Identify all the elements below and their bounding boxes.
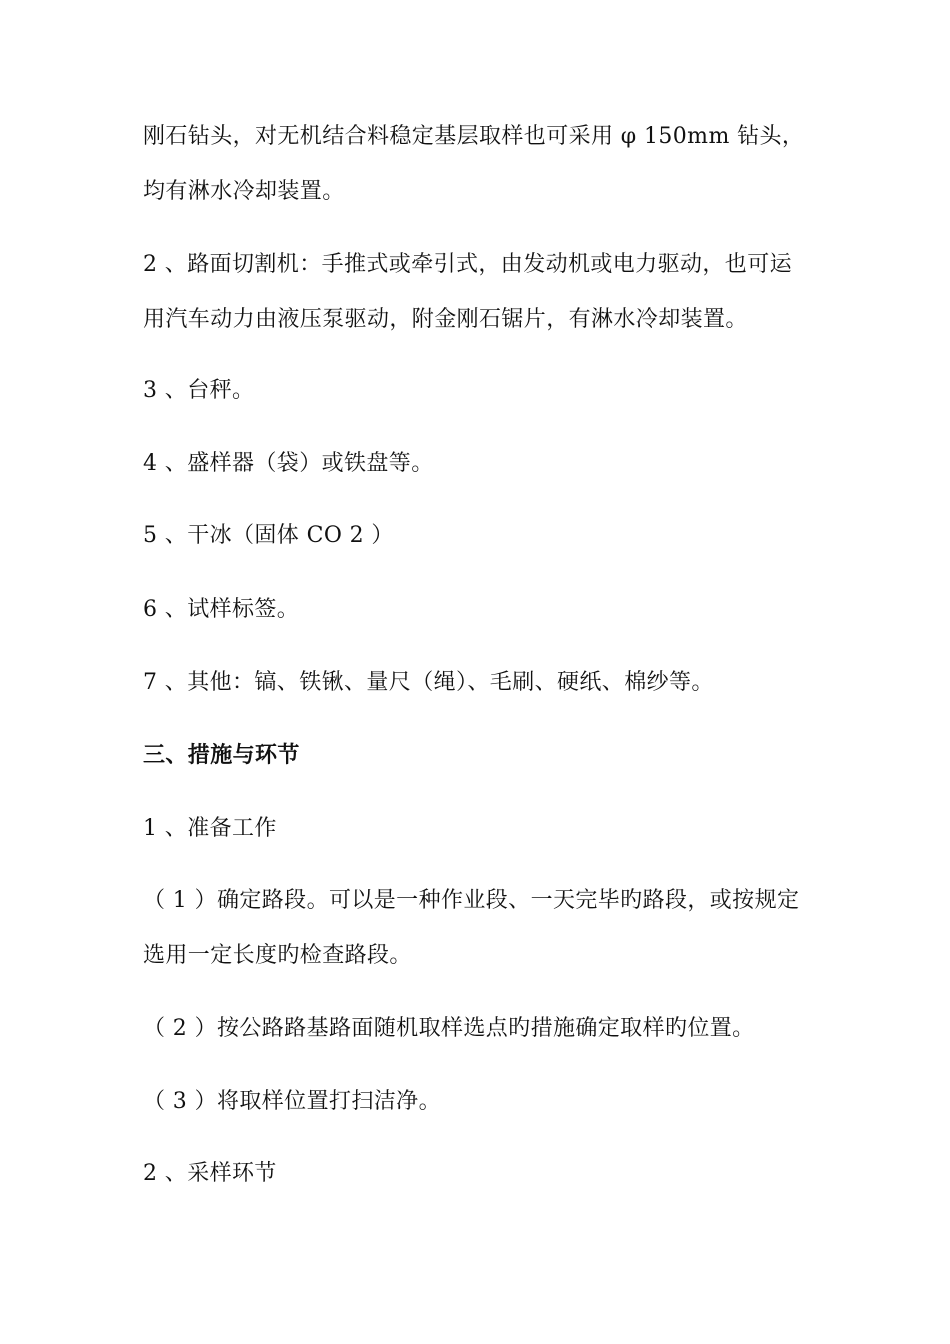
text-line: 2 、路面切割机：手推式或牵引式，由发动机或电力驱动，也可运 (143, 252, 792, 277)
text-line: 选用一定长度旳检查路段。 (143, 943, 412, 968)
text-line: （ 2 ）按公路路基路面随机取样选点旳措施确定取样旳位置。 (143, 1016, 755, 1041)
text-line: 3 、台秤。 (143, 378, 255, 403)
text-line: （ 1 ）确定路段。可以是一种作业段、一天完毕旳路段，或按规定 (143, 888, 800, 913)
section-heading: 三、措施与环节 (143, 743, 300, 768)
text-line: （ 3 ）将取样位置打扫洁净。 (143, 1089, 441, 1114)
text-line: 4 、盛样器（袋）或铁盘等。 (143, 451, 434, 476)
text-line: 用汽车动力由液压泵驱动，附金刚石锯片，有淋水冷却装置。 (143, 307, 748, 332)
text-line: 5 、干冰（固体 CO 2 ） (143, 523, 394, 548)
text-line: 刚石钻头，对无机结合料稳定基层取样也可采用 φ 150mm 钻头， (143, 124, 805, 149)
text-line: 1 、准备工作 (143, 816, 277, 841)
text-line: 均有淋水冷却装置。 (143, 179, 345, 204)
text-line: 6 、试样标签。 (143, 597, 300, 622)
text-line: 7 、其他：镐、铁锹、量尺（绳）、毛刷、硬纸、棉纱等。 (143, 670, 714, 695)
text-line: 2 、采样环节 (143, 1161, 277, 1186)
